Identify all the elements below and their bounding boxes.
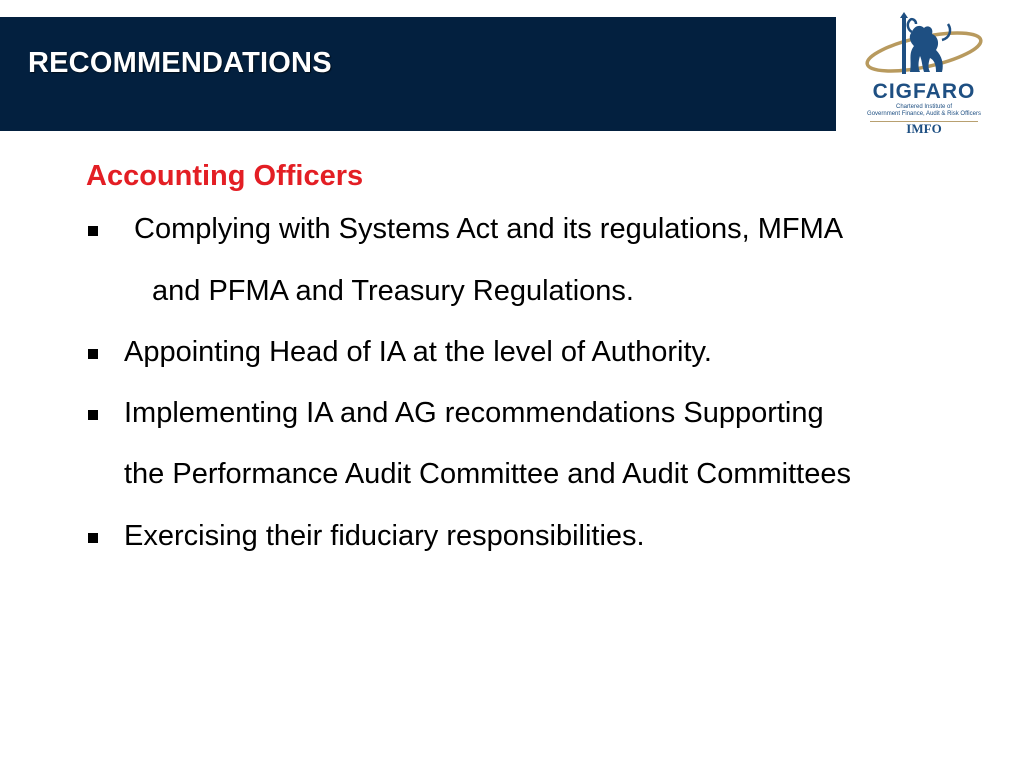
bullet-marker [88, 349, 98, 359]
bullet-3-line-1: Implementing IA and AG recommendations Supporting [124, 397, 824, 429]
section-heading: Accounting Officers [86, 160, 364, 192]
slide-title: RECOMMENDATIONS [28, 47, 332, 79]
bullet-1-line-2: and PFMA and Treasury Regulations. [152, 275, 634, 307]
bullet-4-line-1: Exercising their fiduciary responsibilities. [124, 520, 645, 552]
bullet-1-line-1: Complying with Systems Act and its regulations, MFMA [134, 213, 844, 245]
logo-subtitle-line: Government Finance, Audit & Risk Officers [867, 111, 981, 117]
logo-subtitle [858, 104, 990, 118]
logo-wordmark: CIGFARO [872, 80, 976, 103]
bullet-3-line-2: the Performance Audit Committee and Audit Committees [124, 458, 851, 490]
cigfaro-logo [858, 10, 990, 136]
logo-subtitle-line: Chartered Institute of [895, 104, 953, 110]
bullet-marker [88, 226, 98, 236]
bullet-marker [88, 410, 98, 420]
bullet-2-line-1: Appointing Head of IA at the level of Authority. [124, 336, 712, 368]
lion-emblem-icon [858, 10, 990, 80]
logo-imfo: IMFO [906, 121, 942, 136]
bullet-marker [88, 533, 98, 543]
